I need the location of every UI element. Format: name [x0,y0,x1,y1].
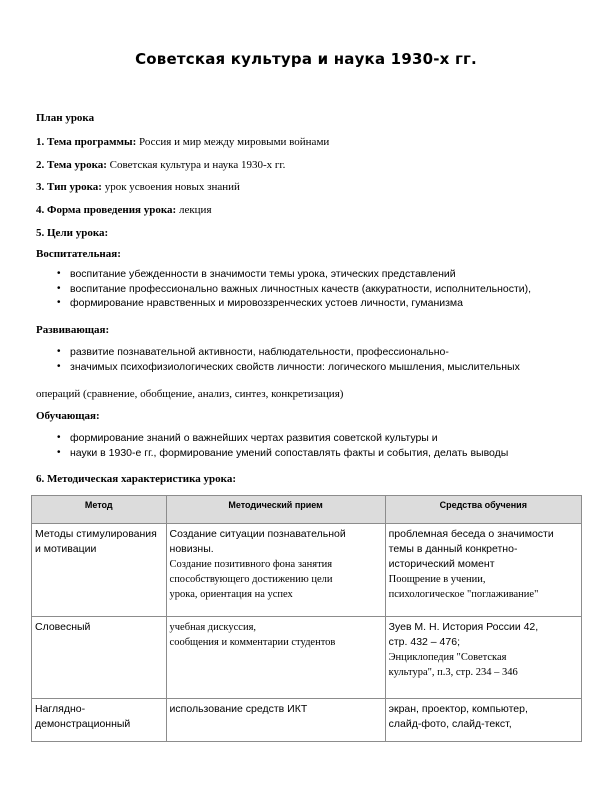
goal-educational-list [36,267,531,311]
cell-means: Зуев М. Н. История России 42, стр. 432 – 476; Энциклопедия "Советская культура", п.3, стр. 234 – 346 [385,617,581,699]
list-item: • науки в 1930-е гг., формирование умений сопоставлять факты и события, делать выводы [36,446,508,461]
list-item: • формирование нравственных и мировоззренческих устоев личности, гуманизма [36,296,531,311]
goal-teaching-list [36,431,508,460]
cell-method: Методы стимулирования и мотивации [32,524,167,617]
plan-item-form: 4. Форма проведения урока: лекция [36,204,212,216]
goal-educational-heading: Воспитательная: [36,248,121,260]
table-row [32,524,582,617]
goal-teaching-heading: Обучающая: [36,410,100,422]
cell-technique: Создание ситуации познавательной новизны. Создание позитивного фона занятия способствующего достижению цели урока, ориентация на успех [166,524,385,617]
method-heading: 6. Методическая характеристика урока: [36,473,236,485]
table-header-row [32,496,582,524]
plan-heading: План урока [36,112,95,124]
cell-technique: учебная дискуссия, сообщения и комментарии студентов [166,617,385,699]
document-title: Советская культура и наука 1930-х гг. [135,50,477,68]
plan-item-topic: 2. Тема урока: Советская культура и наука 1930-х гг. [36,159,286,171]
plan-item-goals: 5. Цели урока: [36,227,109,239]
column-header-technique: Методический прием [166,496,385,524]
goal-developing-tail: операций (сравнение, обобщение, анализ, синтез, конкретизация) [36,388,344,400]
goal-developing-heading: Развивающая: [36,324,110,336]
cell-method: Наглядно- демонстрационный [32,699,167,742]
plan-item-program: 1. Тема программы: Россия и мир между мировыми войнами [36,136,330,148]
table-row [32,699,582,742]
table-row [32,617,582,699]
list-item: • развитие познавательной активности, наблюдательности, профессионально- [36,345,520,360]
cell-method: Словесный [32,617,167,699]
column-header-means: Средства обучения [385,496,581,524]
cell-means: проблемная беседа о значимости темы в данный конкретно- исторический момент Поощрение в учении, психологическое "поглаживание" [385,524,581,617]
list-item: • значимых психофизиологических свойств личности: логического мышления, мыслительных [36,360,520,375]
cell-means: экран, проектор, компьютер, слайд-фото, слайд-текст, [385,699,581,742]
plan-item-type: 3. Тип урока: урок усвоения новых знаний [36,181,240,193]
list-item: • воспитание профессионально важных личностных качеств (аккуратности, исполнительности), [36,282,531,297]
column-header-method: Метод [32,496,167,524]
cell-technique: использование средств ИКТ [166,699,385,742]
list-item: • воспитание убежденности в значимости темы урока, этических представлений [36,267,531,282]
goal-developing-list [36,345,520,374]
method-table [31,495,582,742]
list-item: • формирование знаний о важнейших чертах развития советской культуры и [36,431,508,446]
